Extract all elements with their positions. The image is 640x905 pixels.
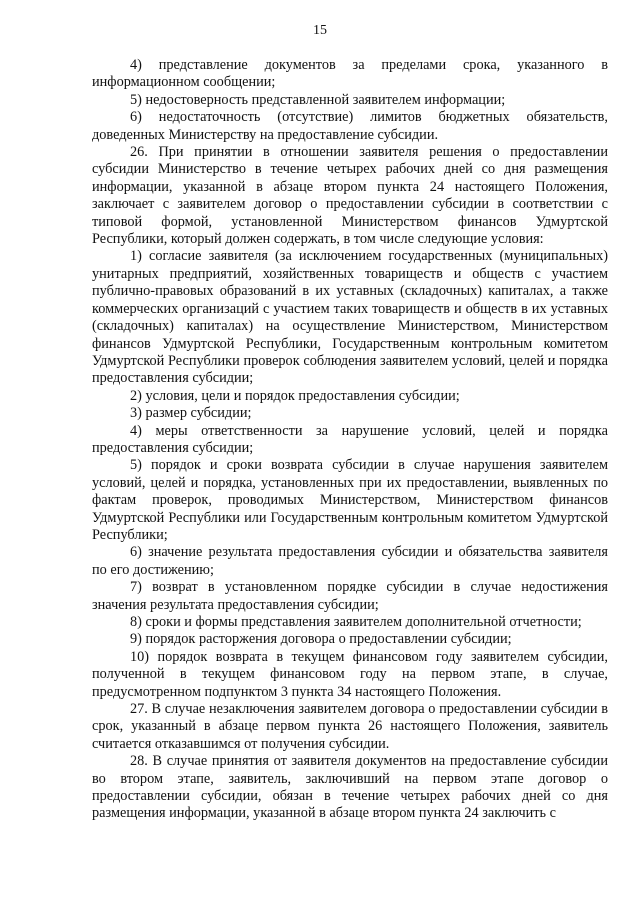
paragraph: 27. В случае незаключения заявителем договора о предоставлении субсидии в срок, указанный в абзаце первом пункта 26 настоящего Положения, заявитель считается отказавшимся от получения субсидии. xyxy=(92,701,608,752)
page-number: 15 xyxy=(313,23,327,38)
paragraph: 10) порядок возврата в текущем финансовом году заявителем субсидии, полученной в текущем финансовом году на первом этапе, в случае, предусмотренном подпунктом 3 пункта 34 настоящего Положения. xyxy=(92,648,608,700)
paragraph: 6) значение результата предоставления субсидии и обязательства заявителя по его достижению; xyxy=(92,544,608,578)
paragraph: 4) меры ответственности за нарушение условий, целей и порядка предоставления субсидии; xyxy=(92,422,608,456)
paragraph: 28. В случае принятия от заявителя документов на предоставление субсидии во втором этапе, заявитель, заключивший на первом этапе договор о предоставлении субсидии, обязан в течение четырех рабочих дней со дня размещения информации, указанной в абзаце втором пункта 24 заключить с xyxy=(92,753,608,822)
paragraph: 1) согласие заявителя (за исключением государственных (муниципальных) унитарных предприятий, хозяйственных товариществ и обществ с участием публично-правовых образований в их уставных (складочных) капиталах, а также коммерческих организаций с участием таких товариществ и обществ в их уставных (складочных) капиталах) на осуществление Министерством, Министерством финансов Удмуртской Республики, Государственным контрольным комитетом Удмуртской Республики проверок соблюдения заявителем условий, целей и порядка предоставления субсидии; xyxy=(92,248,608,387)
paragraph: 26. При принятии в отношении заявителя решения о предоставлении субсидии Министерство в течение четырех рабочих дней со дня размещения информации, указанной в абзаце втором пункта 24 настоящего Положения, заключает с заявителем договор о предоставлении субсидии в соответствии с типовой формой, установленной Министерством финансов Удмуртской Республики, который должен содержать, в том числе следующие условия: xyxy=(92,144,608,248)
paragraph: 9) порядок расторжения договора о предоставлении субсидии; xyxy=(130,631,512,648)
paragraph: 2) условия, цели и порядок предоставления субсидии; xyxy=(130,387,460,404)
paragraph: 7) возврат в установленном порядке субсидии в случае недостижения значения результата предоставления субсидии; xyxy=(92,579,608,613)
paragraph: 3) размер субсидии; xyxy=(130,405,252,422)
paragraph: 5) недостоверность представленной заявителем информации; xyxy=(130,91,506,108)
paragraph: 8) сроки и формы представления заявителем дополнительной отчетности; xyxy=(130,614,582,630)
paragraph: 6) недостаточность (отсутствие) лимитов бюджетных обязательств, доведенных Министерству на предоставление субсидии. xyxy=(92,109,608,143)
paragraph: 4) представление документов за пределами срока, указанного в информационном сообщении; xyxy=(92,57,608,91)
document-body xyxy=(92,57,608,823)
paragraph: 5) порядок и сроки возврата субсидии в случае нарушения заявителем условий, целей и порядка, установленных при их предоставлении, выявленных по фактам проверок, проводимых Министерством, Министерством финансов Удмуртской Республики или Государственным контрольным комитетом Удмуртской Республики; xyxy=(92,457,608,543)
